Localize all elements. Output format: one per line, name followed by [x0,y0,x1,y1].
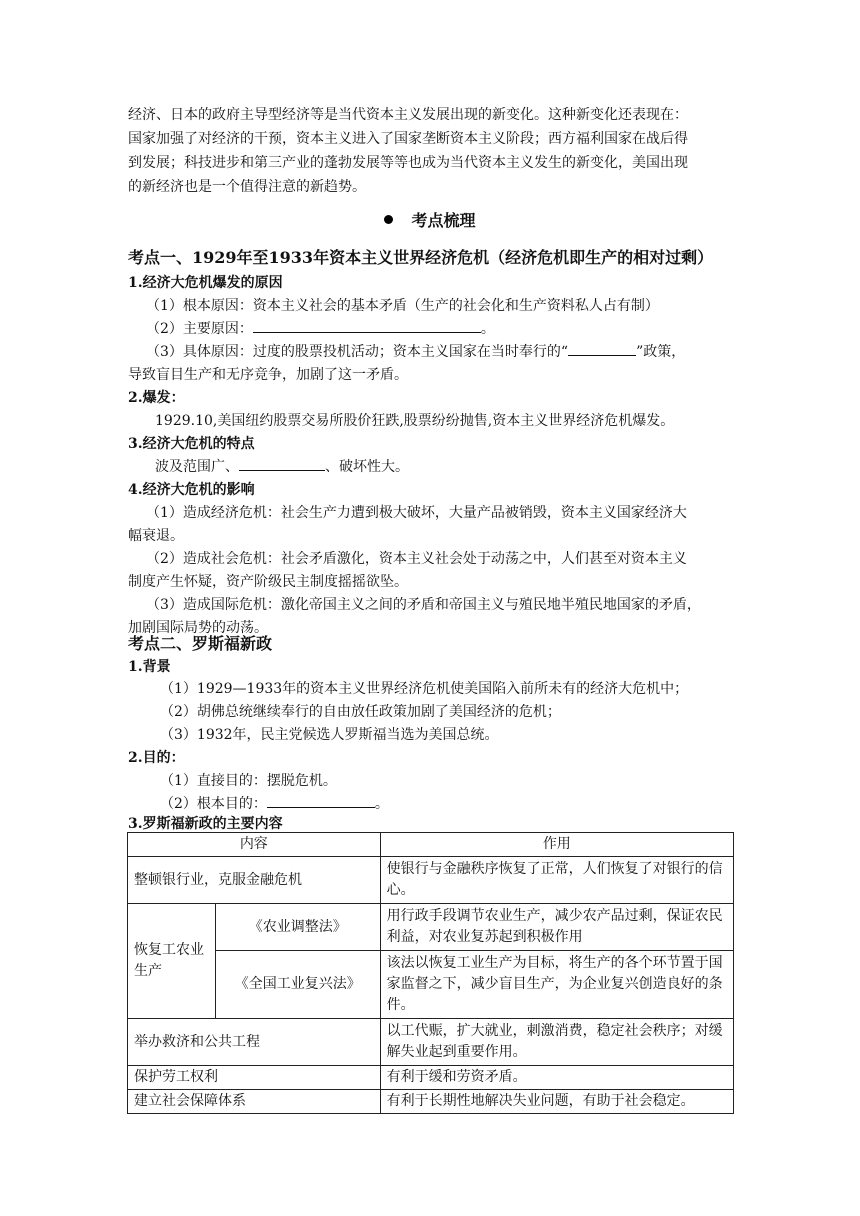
kp2-s2-i2-prefix: （2）根本目的： [160,796,267,812]
kp2-s3-heading: 3.罗斯福新政的主要内容 [128,816,283,832]
section-title-text: 考点梳理 [411,211,476,230]
kp1-s3-prefix: 波及范围广、 [155,459,239,475]
kp1-s4-heading: 4.经济大危机的影响 [128,482,255,498]
kp1-s4-i2a: （2）造成社会危机：社会矛盾激化，资本主义社会处于动荡之中，人们甚至对资本主义 [146,551,687,567]
table-row [128,951,734,1019]
section-title [0,209,860,233]
kp2-s1-i3: （3）1932年，民主党候选人罗斯福当选为美国总统。 [160,727,499,743]
kp2-s1-heading: 1.背景 [128,659,171,675]
row-effect: 有利于长期性地解决失业问题，有助于社会稳定。 [380,1090,733,1114]
kp1-s1-item2-prefix: （2）主要原因： [146,321,253,337]
kp1-s3-text [155,456,409,478]
table-header-row [128,833,734,857]
row-effect: 该法以恢复工业生产为目标，将生产的各个环节置于国家监督之下，减少盲目生产，为企业复兴创造良好的条件。 [380,951,733,1019]
kp1-title: 考点一、1929年至1933年资本主义世界经济危机（经济危机即生产的相对过剩） [128,248,714,267]
kp1-s4-i3a: （3）造成国际危机：激化帝国主义之间的矛盾和帝国主义与殖民地半殖民地国家的矛盾， [146,597,701,613]
kp2-s1-i2: （2）胡佛总统继续奉行的自由放任政策加剧了美国经济的危机； [160,704,561,720]
fill-in-blank[interactable] [568,341,636,356]
kp1-s1-item3-prefix: （3）具体原因：过度的股票投机活动；资本主义国家在当时奉行的“ [146,344,569,360]
kp1-s4-i2b: 制度产生怀疑，资产阶级民主制度摇摇欲坠。 [128,574,408,590]
kp2-s2-i2-suffix: 。 [374,796,389,812]
kp1-s1-item2-suffix: 。 [480,321,495,337]
row-subcontent: 《全国工业复兴法》 [215,951,380,1019]
kp2-s2-i1: （1）直接目的：摆脱危机。 [160,773,337,789]
kp1-s2-text: 1929.10,美国纽约股票交易所股价狂跌,股票纷纷抛售,资本主义世界经济危机爆发。 [155,413,675,429]
row-effect: 有利于缓和劳资矛盾。 [380,1066,733,1090]
header-effect: 作用 [380,833,733,857]
row-content: 保护劳工权利 [128,1066,381,1090]
kp1-s1-item3-suffix: ”政策， [636,344,686,360]
intro-line-3: 到发展；科技进步和第三产业的蓬勃发展等等也成为当代资本主义发生的新变化，美国出现 [128,155,688,171]
table-row [128,857,734,904]
new-deal-table [127,832,734,1114]
intro-line-2: 国家加强了对经济的干预，资本主义进入了国家垄断资本主义阶段；西方福利国家在战后得 [128,131,688,147]
kp1-s2-heading: 2.爆发： [128,390,185,406]
bullet-icon [384,215,393,224]
kp1-s4-i3b: 加剧国际局势的动荡。 [128,620,268,636]
kp1-s4-i1a: （1）造成经济危机：社会生产力遭到极大破坏，大量产品被销毁，资本主义国家经济大 [146,505,687,521]
fill-in-blank[interactable] [253,318,481,333]
table-row [128,1090,734,1114]
kp1-s1-item3-cont: 导致盲目生产和无序竞争，加剧了这一矛盾。 [128,367,408,383]
row-subcontent: 《农业调整法》 [215,904,380,951]
table-row [128,1019,734,1066]
table-row [128,904,734,951]
fill-in-blank[interactable] [267,793,375,808]
kp2-s2-heading: 2.目的： [128,750,185,766]
kp1-s1-item2 [146,318,495,340]
row-content: 整顿银行业，克服金融危机 [128,857,381,904]
row-effect: 使银行与金融秩序恢复了正常，人们恢复了对银行的信心。 [380,857,733,904]
row-group: 恢复工农业生产 [128,904,216,1019]
kp1-s3-suffix: 、破坏性大。 [325,459,409,475]
row-content: 建立社会保障体系 [128,1090,381,1114]
kp2-s1-i1: （1）1929—1933年的资本主义世界经济危机使美国陷入前所未有的经济大危机中； [160,681,689,697]
table-row [128,1066,734,1090]
intro-line-1: 经济、日本的政府主导型经济等是当代资本主义发展出现的新变化。这种新变化还表现在： [128,107,688,123]
header-content: 内容 [128,833,381,857]
row-effect: 以工代赈，扩大就业，刺激消费，稳定社会秩序；对缓解失业起到重要作用。 [380,1019,733,1066]
row-effect: 用行政手段调节农业生产，减少农产品过剩，保证农民利益，对农业复苏起到积极作用 [380,904,733,951]
kp1-s1-item1: （1）根本原因：资本主义社会的基本矛盾（生产的社会化和生产资料私人占有制） [146,298,659,314]
kp1-s3-heading: 3.经济大危机的特点 [128,436,255,452]
kp2-s2-i2 [160,793,389,815]
intro-line-4: 的新经济也是一个值得注意的新趋势。 [128,179,366,195]
kp1-s1-item3 [146,341,685,363]
kp2-title: 考点二、罗斯福新政 [128,634,273,653]
fill-in-blank[interactable] [239,456,325,471]
kp1-s1-heading: 1.经济大危机爆发的原因 [128,275,283,291]
kp1-s4-i1b: 幅衰退。 [128,528,184,544]
row-content: 举办救济和公共工程 [128,1019,381,1066]
